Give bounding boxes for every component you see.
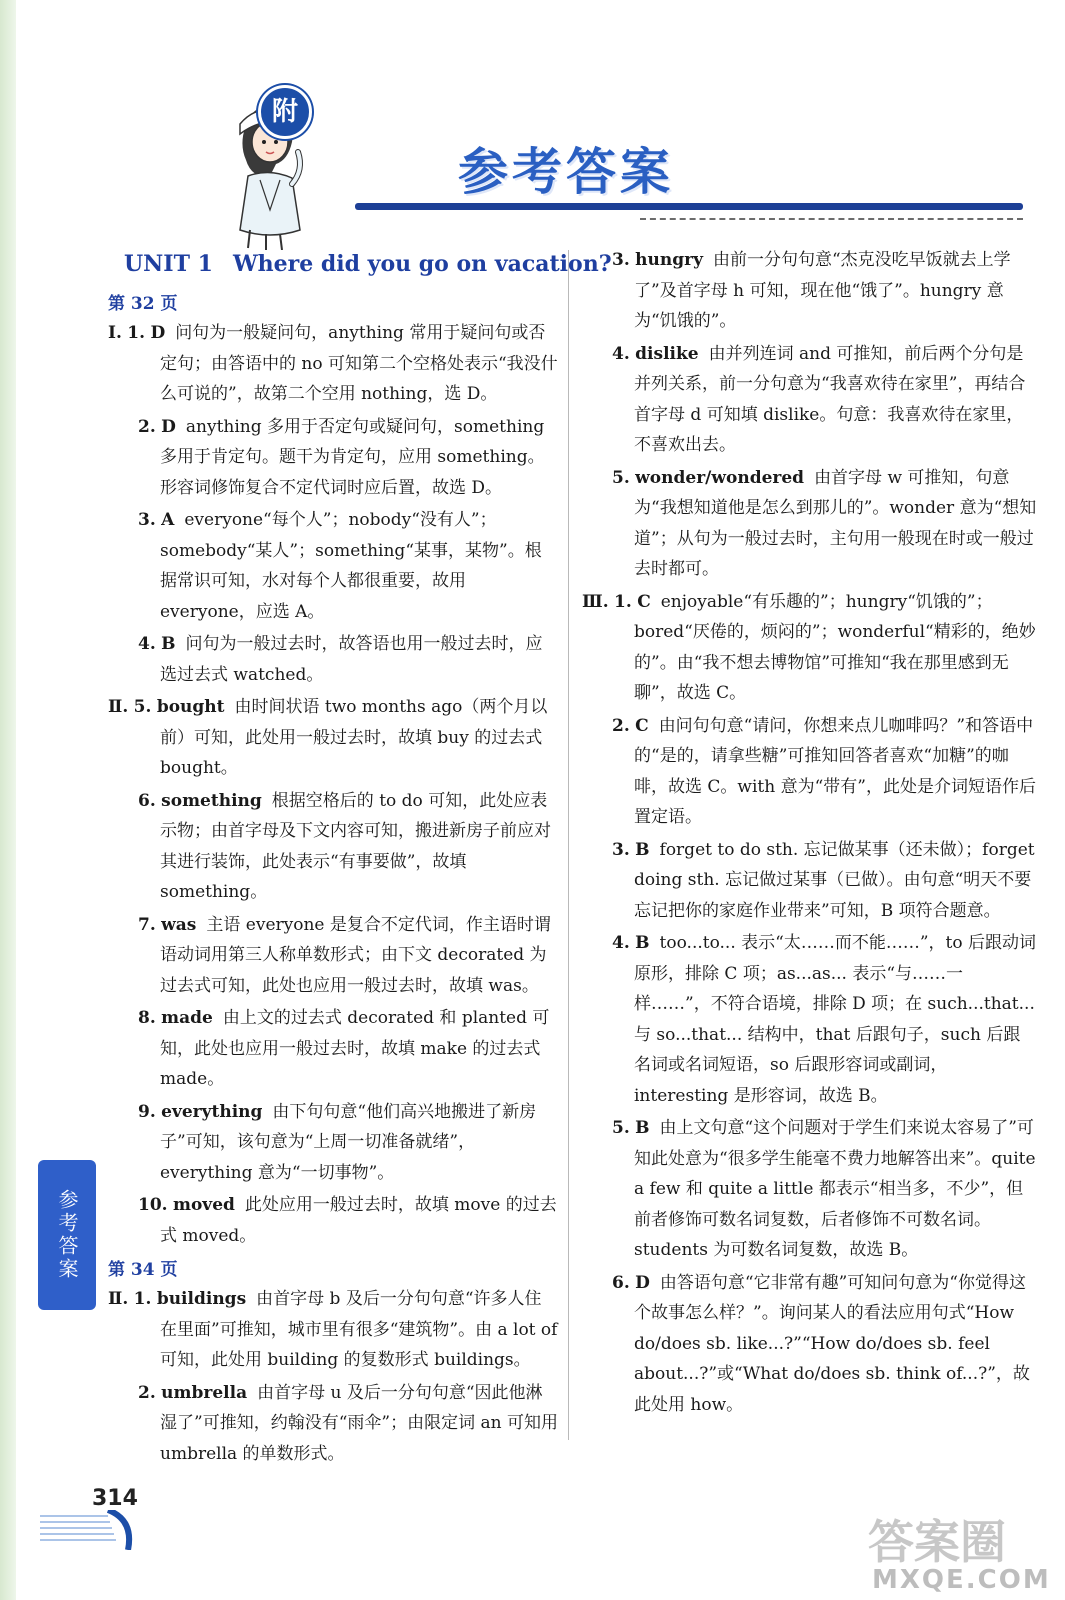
answer-item: 3. B forget to do sth. 忘记做某事（还未做）；forget doing sth. 忘记做过某事（已做）。由句意“明天不要忘记把你的家庭作业带来”可知，B 项符合题意。 [612, 839, 1035, 921]
answer-item: Ⅰ. 1. D 问句为一般疑问句，anything 常用于疑问句或否定句；由答语中的 no 可知第二个空格处表示“我没什么可说的”，故第二个空用 nothing，选 D。 [108, 323, 558, 404]
unit-heading [124, 251, 612, 277]
answer-item: 2. umbrella 由首字母 u 及后一分句句意“因此他淋湿了”可推知，约翰没有“雨伞”；由限定词 an 可知用 umbrella 的单数形式。 [138, 1382, 558, 1464]
answer-item: 4. B too...to... 表示“太……而不能……”，to 后跟动词原形，排除 C 项；as...as... 表示“与……一样……”，不符合语境，排除 D 项；在 such...that... 与 so...that... 结构中，that 后跟句子，such 后跟名词或名词短语，so 后跟形容词或副词，interesting 是形容词，故选 B。 [612, 933, 1036, 1106]
title-underline [355, 203, 1023, 210]
unit-number: UNIT 1 [124, 251, 213, 277]
answer-item: 6. D 由答语句意“它非常有趣”可知问句意为“你觉得这个故事怎么样？”。询问某人的看法应用句式“How do/does sb. like...?”“How do/does sb. feel about...?”或“What do/does sb. think of...?”，故此处用 how。 [612, 1272, 1030, 1415]
answer-item: 7. was 主语 everyone 是复合不定代词，作主语时谓语动词用第三人称单数形式；由下文 decorated 为过去式可知，此处也应用一般过去时，故填 was。 [138, 914, 551, 996]
answer-item: 9. everything 由下句句意“他们高兴地搬进了新房子”可知，该句意为“上周一切准备就绪”，everything 意为“一切事物”。 [138, 1101, 537, 1183]
answer-item: 2. C 由问句句意“请问，你想来点儿咖啡吗？”和答语中的“是的，请拿些糖”可推知回答者喜欢“加糖”的咖啡，故选 C。with 意为“带有”，此处是介词短语作后置定语。 [612, 715, 1036, 827]
answer-item: 10. moved 此处应用一般过去时，故填 move 的过去式 moved。 [138, 1195, 557, 1246]
side-tab-answers: 参考答案 [38, 1160, 96, 1310]
answer-item: 6. something 根据空格后的 to do 可知，此处应表示物；由首字母及下文内容可知，搬进新房子前应对其进行装饰，此处表示“有事要做”，故填 something。 [138, 790, 551, 902]
answer-item: Ⅱ. 5. bought 由时间状语 two months ago（两个月以前）可知，此处用一般过去时，故填 buy 的过去式 bought。 [108, 697, 548, 778]
unit-title: Where did you go on vacation? [232, 251, 612, 277]
page-ref-32: 第 32 页 [108, 294, 178, 314]
watermark-logo-text: 答案圈 [868, 1515, 1006, 1569]
answer-item: 5. wonder/wondered 由首字母 w 可推知，句意为“我想知道他是怎么到那儿的”。wonder 意为“想知道”；从句为一般过去时，主句用一般现在时或一般过去时都可。 [612, 467, 1037, 579]
answer-item: 5. B 由上文句意“这个问题对于学生们来说太容易了”可知此处意为“很多学生能毫不费力地解答出来”。quite a few 和 quite a little 都表示“相当多，不少”，但前者修饰可数名词复数，后者修饰不可数名词。students 为可数名词复数，故选 B。 [612, 1118, 1036, 1260]
column-divider [568, 250, 569, 1440]
page-header [0, 0, 1065, 240]
answer-item: Ⅲ. 1. C enjoyable“有乐趣的”；hungry“饥饿的”；bored“厌倦的，烦闷的”；wonderful“精彩的，绝妙的”。由“我不想去博物馆”可推知“我在那里感到无聊”，故选 C。 [582, 591, 1036, 703]
page-number-decoration [38, 1510, 138, 1550]
answer-item: 4. dislike 由并列连词 and 可推知，前后两个分句是并列关系，前一分句意为“我喜欢待在家里”，再结合首字母 d 可知填 dislike。句意：我喜欢待在家里，不喜欢出去。 [612, 343, 1026, 455]
answer-item: 2. D anything 多用于否定句或疑问句，something 多用于肯定句。题干为肯定句，应用 something。形容词修饰复合不定代词时应后置，故选 D。 [138, 416, 545, 498]
left-color-band [0, 0, 16, 1600]
watermark-logo [862, 1512, 1052, 1592]
page-title: 参考答案 [458, 143, 674, 201]
watermark-url: MXQE.COM [872, 1565, 1051, 1592]
answer-item: Ⅱ. 1. buildings 由首字母 b 及后一分句句意“许多人住在里面”可推知，城市里有很多“建筑物”。由 a lot of 可知，此处用 building 的复数形式 buildings。 [108, 1289, 558, 1370]
appendix-badge: 附 [258, 85, 312, 139]
right-column [582, 245, 1037, 1422]
answer-item: 8. made 由上文的过去式 decorated 和 planted 可知，此处也应用一般过去时，故填 make 的过去式 made。 [138, 1008, 550, 1089]
page-number: 314 [92, 1486, 138, 1511]
title-dashed-rule [640, 218, 1023, 220]
answer-item: 4. B 问句为一般过去时，故答语也用一般过去时，应选过去式 watched。 [138, 634, 543, 685]
answer-item: 3. A everyone“每个人”；nobody“没有人”；somebody“某人”；something“某事，某物”。根据常识可知，水对每个人都很重要，故用 everyone，应选 A。 [138, 510, 542, 622]
answer-item: 3. hungry 由前一分句句意“杰克没吃早饭就去上学了”及首字母 h 可知，现在他“饿了”。hungry 意为“饥饿的”。 [612, 250, 1011, 331]
left-column [108, 245, 612, 1471]
page-ref-34: 第 34 页 [108, 1260, 178, 1280]
